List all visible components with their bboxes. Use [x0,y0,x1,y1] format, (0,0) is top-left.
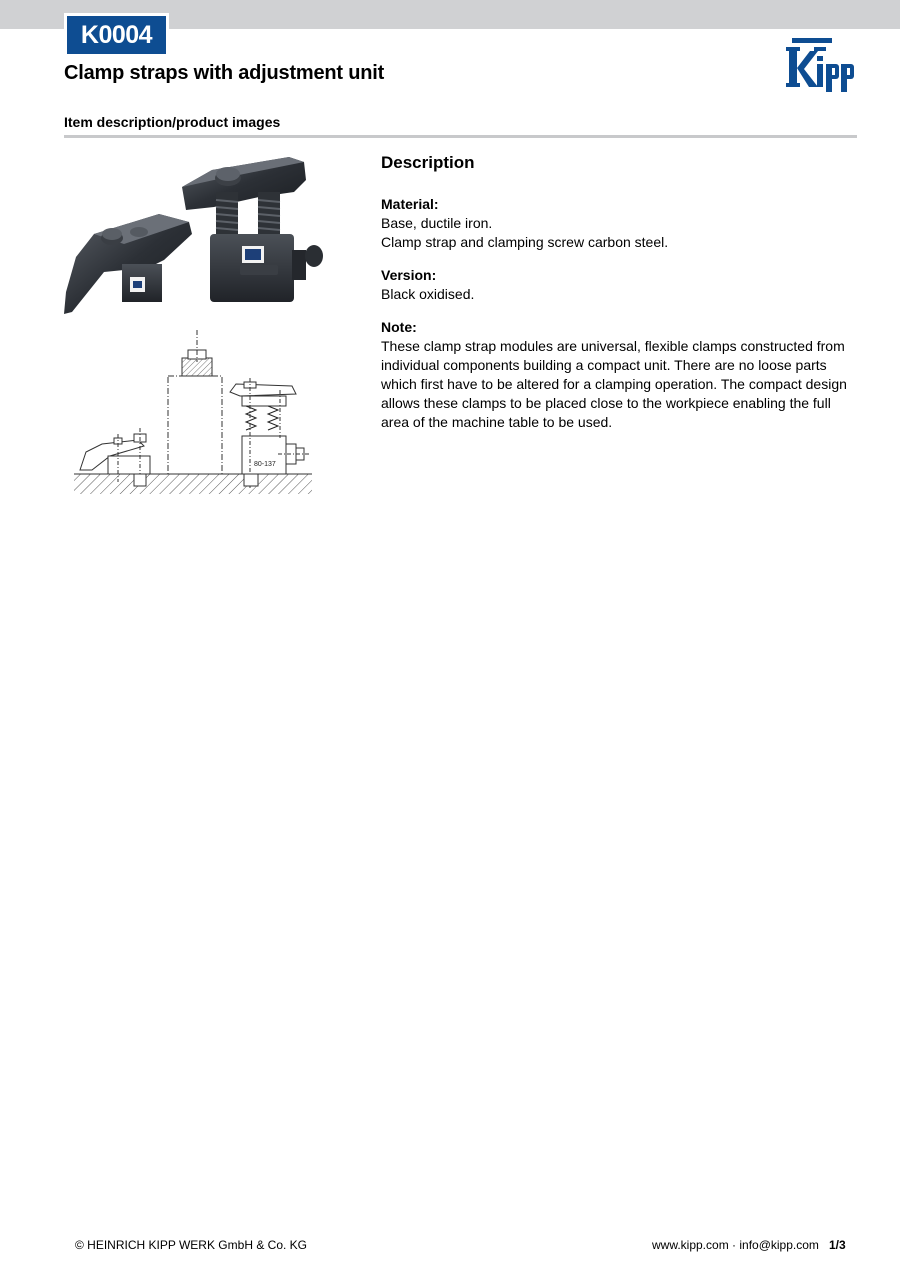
technical-drawing [64,322,324,497]
footer-contact[interactable]: www.kipp.com · info@kipp.com [652,1238,819,1252]
section-divider [64,135,857,138]
left-clamp-image [64,214,192,314]
material-text [381,214,851,252]
page-number: 1/3 [829,1238,846,1252]
description-heading: Description [381,153,475,172]
note-label: Note: [381,319,417,335]
page-title: Clamp straps with adjustment unit [64,62,385,84]
drawing-size-label: 80-137 [254,461,276,468]
kipp-logo-icon [784,38,858,92]
item-code-badge [64,13,169,57]
product-photo [64,152,324,317]
section-heading: Item description/product images [64,114,281,130]
note-text: These clamp strap modules are universal, flexible clamps constructed from individual components building a compact unit. There are no loose parts which first have to be altered for a clamping operation. The compact design allows these clamps to be placed close to the workpiece enabling the full area of the machine table to be used. [381,338,847,430]
material-line-2: Clamp strap and clamping screw carbon steel. [381,234,669,250]
version-label: Version: [381,267,437,283]
material-label: Material: [381,196,439,212]
version-text: Black oxidised. [381,286,475,302]
item-code: K0004 [67,16,166,54]
footer-copyright: © HEINRICH KIPP WERK GmbH & Co. KG [75,1238,307,1252]
right-clamp-image [182,157,323,302]
description-panel [381,152,851,446]
material-line-1: Base, ductile iron. [381,215,493,231]
